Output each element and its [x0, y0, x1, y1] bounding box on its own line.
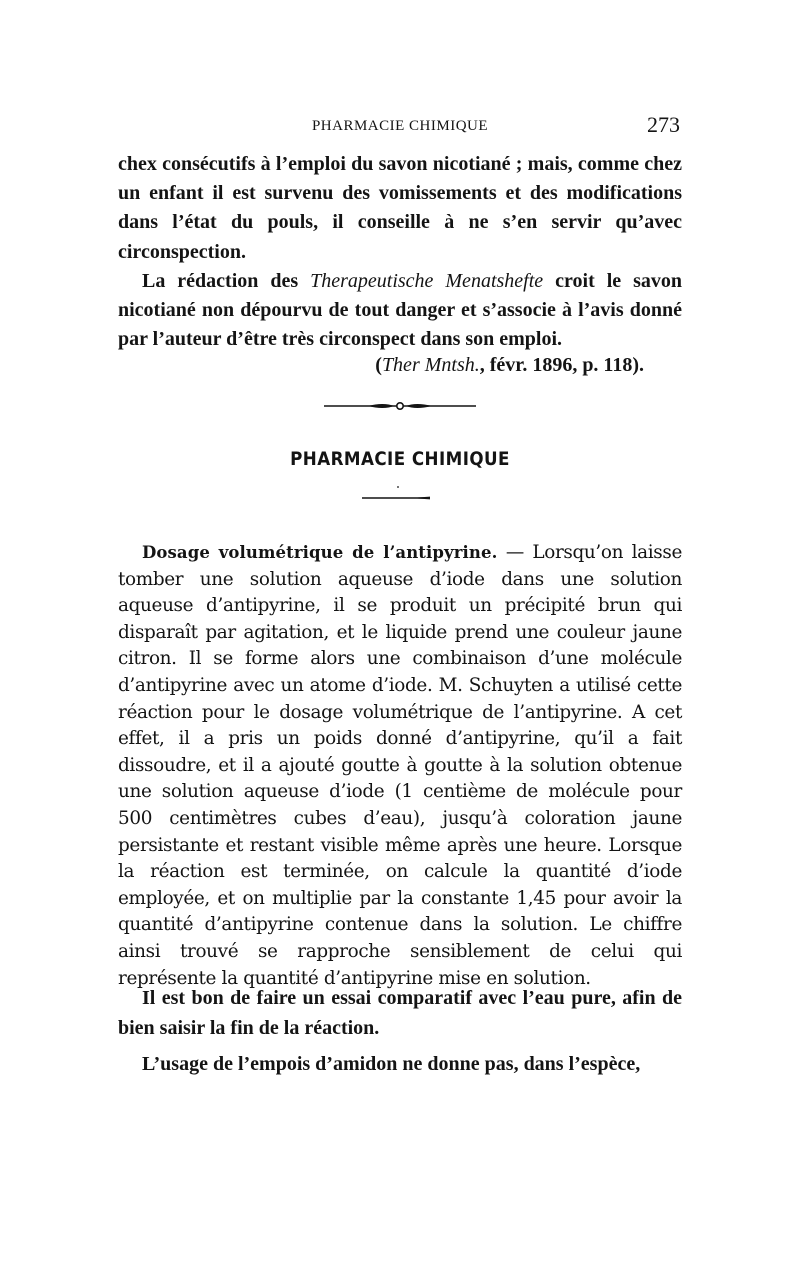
page-number: 273 — [647, 112, 680, 137]
text-run: Lorsqu’on laisse tomber une solution aqueuse d’iode dans une solution aqueuse d’antipyrine, il se produit un précipité brun qui disparaît par agitation, et le liquide prend une couleur jaune citron. Il se forme alors une combinaison d’une molécule d’antipyrine avec un atome d’iode. M. Schuyten a utilisé cette réaction pour le dosage volumétrique de l’antipyrine. A cet effet, il a pris un poids donné d’antipyrine, qu’il a fait dissoudre, et il a ajouté goutte à goutte à la solution obtenue une solution aqueuse d’iode (1 centième de molécule pour 500 centimètres cubes d’eau), jusqu’à coloration jaune persistante et restant visible même après une heure. Lorsque la réaction est terminée, on calcule la quantité d’iode employée, et on multiplie par la constante 1,45 pour avoir la quantité d’antipyrine contenue dans la solution. Le chiffre ainsi trouvé se rapproche sensiblement de celui qui représente la quantité d’antipyrine mise en solution. — [118, 542, 682, 989]
paragraph: chex consécutifs à l’emploi du savon nicotiané ; mais, comme chez un enfant il est survenu des vomissements et des modifications dans l’état du pouls, il conseille à ne s’en servir qu’avec circonspection. — [118, 153, 682, 263]
paragraph — [118, 540, 682, 992]
running-head — [118, 112, 682, 142]
text-run: croit le savon nicotiané non dépourvu de tout danger et s’associe à l’avis donné par l’auteur d’être très circonspect dans son emploi. — [118, 269, 683, 351]
article-heading: Dosage volumétrique de l’antipyrine. — [142, 543, 498, 562]
previous-article-text — [118, 150, 682, 381]
paragraph: L’usage de l’empois d’amidon ne donne pas, dans l’espèce, — [142, 1053, 641, 1075]
journal-name: Therapeutische Menatshefte — [310, 269, 544, 292]
citation-open: ( — [375, 354, 382, 377]
citation-rest: , févr. 1896, p. 118). — [479, 354, 644, 377]
section-rule-ornament — [360, 484, 432, 504]
text-run: La rédaction des — [142, 269, 311, 292]
citation — [118, 351, 682, 380]
heading-dash: — — [497, 542, 533, 563]
divider-ornament — [324, 400, 476, 412]
paragraph — [118, 267, 682, 355]
article-body — [118, 540, 682, 992]
section-title: PHARMACIE CHIMIQUE — [290, 448, 510, 470]
running-head-title: PHARMACIE CHIMIQUE — [311, 118, 489, 134]
article-continuation — [118, 983, 682, 1079]
paragraph: Il est bon de faire un essai comparatif avec l’eau pure, afin de bien saisir la fin de la réaction. — [118, 987, 682, 1039]
citation-journal: Ther Mntsh. — [381, 354, 480, 377]
